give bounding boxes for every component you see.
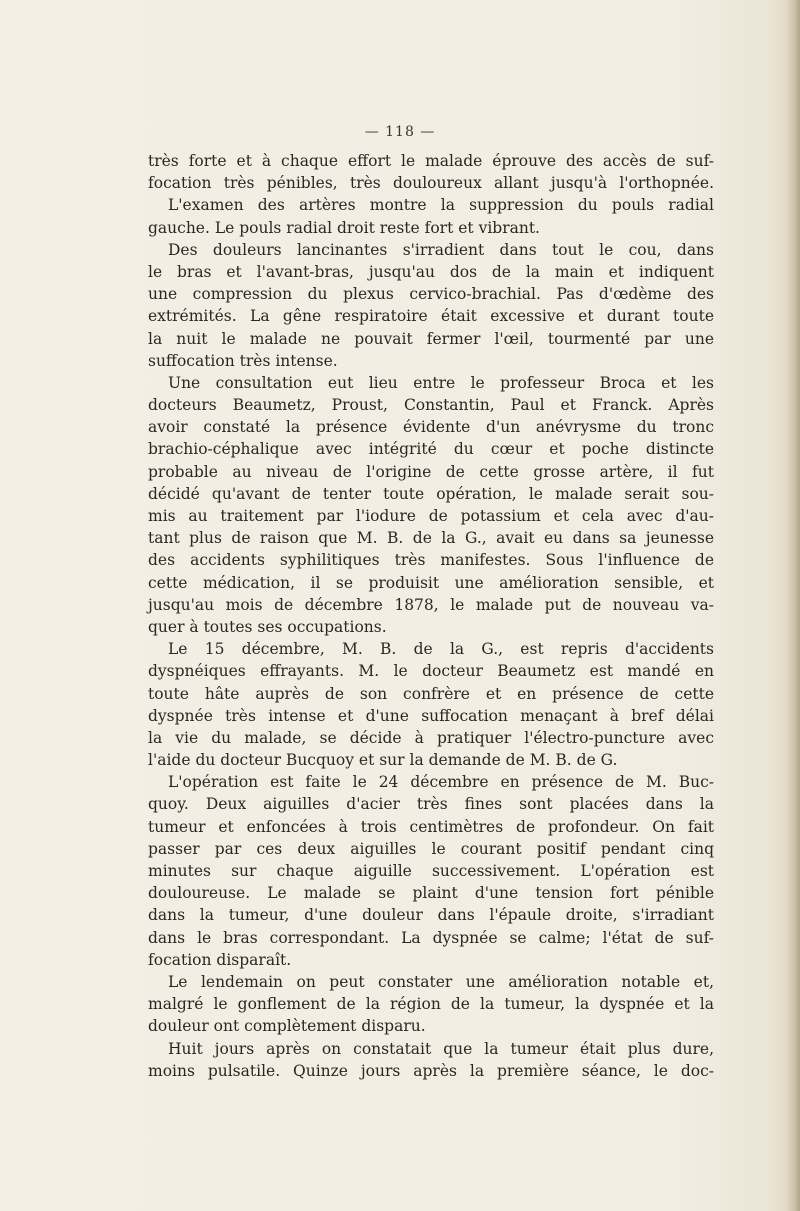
text-line: quoy. Deux aiguilles d'acier très fines sont placées dans la [148,795,714,814]
text-line: dans la tumeur, d'une douleur dans l'épaule droite, s'irradiant [148,906,714,925]
text-line: Le 15 décembre, M. B. de la G., est repris d'accidents [168,640,714,659]
page-edge-shadow [786,0,800,1211]
text-line: l'aide du docteur Bucquoy et sur la demande de M. B. de G. [148,751,618,770]
text-line: extrémités. La gêne respiratoire était excessive et durant toute [148,307,714,326]
text-line: décidé qu'avant de tenter toute opération, le malade serait sou- [148,484,714,503]
text-line: L'examen des artères montre la suppression du pouls radial [168,196,714,215]
page-number: — 118 — [364,124,436,140]
text-line: docteurs Beaumetz, Proust, Constantin, Paul et Franck. Après [148,396,714,415]
text-line: Le lendemain on peut constater une amélioration notable et, [168,972,714,991]
text-line: quer à toutes ses occupations. [148,617,387,636]
text-line: la vie du malade, se décide à pratiquer l'électro-puncture avec [148,728,714,747]
text-line: dyspnéiques effrayants. M. le docteur Beaumetz est mandé en [148,662,714,681]
text-line: tant plus de raison que M. B. de la G., avait eu dans sa jeunesse [148,529,714,548]
text-line: la nuit le malade ne pouvait fermer l'œil, tourmenté par une [148,329,714,348]
text-line: dyspnée très intense et d'une suffocation menaçant à bref délai [148,706,714,725]
text-line: dans le bras correspondant. La dyspnée se calme; l'état de suf- [148,928,714,947]
text-line: une compression du plexus cervico-brachial. Pas d'œdème des [148,285,714,304]
text-line: brachio-céphalique avec intégrité du cœur et poche distincte [148,440,714,459]
text-line: Une consultation eut lieu entre le professeur Broca et les [168,373,714,392]
text-line: moins pulsatile. Quinze jours après la première séance, le doc- [148,1061,714,1080]
text-line: focation très pénibles, très douloureux allant jusqu'à l'orthopnée. [148,174,714,193]
text-line: très forte et à chaque effort le malade éprouve des accès de suf- [148,152,714,170]
text-line: malgré le gonflement de la région de la tumeur, la dyspnée et la [148,995,714,1014]
text-line: cette médication, il se produisit une amélioration sensible, et [148,573,714,592]
text-line: le bras et l'avant-bras, jusqu'au dos de la main et indiquent [148,262,714,281]
text-line: minutes sur chaque aiguille successivement. L'opération est [148,862,714,880]
text-line: jusqu'au mois de décembre 1878, le malade put de nouveau va- [148,595,714,614]
body-text [148,150,714,1082]
text-line: toute hâte auprès de son confrère et en présence de cette [148,684,714,703]
text-line: Des douleurs lancinantes s'irradient dans tout le cou, dans [168,240,714,259]
text-line: des accidents syphilitiques très manifestes. Sous l'influence de [148,551,714,570]
text-line: focation disparaît. [148,950,292,969]
text-line: tumeur et enfoncées à trois centimètres de profondeur. On fait [148,817,714,836]
text-line: douleur ont complètement disparu. [148,1017,426,1036]
text-line: gauche. Le pouls radial droit reste fort et vibrant. [148,218,540,237]
text-line: mis au traitement par l'iodure de potassium et cela avec d'au- [148,507,714,525]
text-line: passer par ces deux aiguilles le courant positif pendant cinq [148,839,714,858]
text-line: douloureuse. Le malade se plaint d'une tension fort pénible [148,884,714,903]
text-line: avoir constaté la présence évidente d'un anévrysme du tronc [148,418,714,437]
text-line: Huit jours après on constatait que la tumeur était plus dure, [168,1039,714,1058]
text-line: probable au niveau de l'origine de cette grosse artère, il fut [148,462,714,481]
text-line: suffocation très intense. [148,351,338,370]
text-line: L'opération est faite le 24 décembre en présence de M. Buc- [168,773,714,792]
